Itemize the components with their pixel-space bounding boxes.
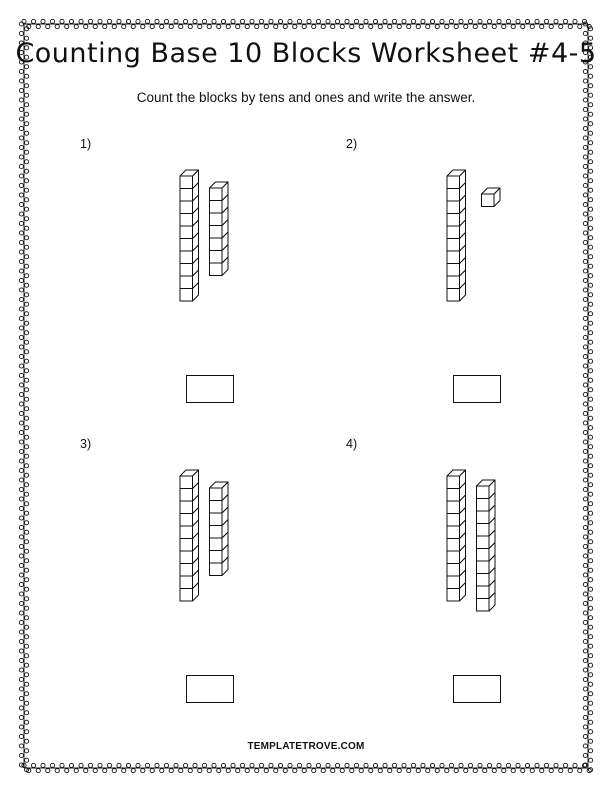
rod-2-cube-4-front: [477, 561, 490, 574]
problem-3-number: 3): [80, 437, 92, 451]
tens-rod: [477, 480, 496, 611]
rod-2-cube-7-front: [477, 524, 490, 537]
problem-1-number: 1): [80, 137, 92, 151]
tens-rod: [447, 470, 466, 601]
rod-2-cube-1-front: [477, 599, 490, 612]
rod-1-cube-8-front: [447, 501, 460, 514]
rod-2-cube-9-front: [477, 499, 490, 512]
rod-2-cube-5-front: [477, 549, 490, 562]
problem-4-answer-box[interactable]: [453, 675, 501, 703]
rod-1-cube-10-front: [447, 476, 460, 489]
rod-1-cube-7-front: [447, 514, 460, 527]
problem-4-number: 4): [346, 437, 358, 451]
rod-1-cube-6-front: [447, 526, 460, 539]
rod-1-cube-2-front: [447, 576, 460, 589]
rod-2-cube-10-front: [477, 486, 490, 499]
rod-2-cube-2-front: [477, 586, 490, 599]
instructions-text: Count the blocks by tens and ones and write the answer.: [136, 90, 476, 105]
footer-website: TEMPLATETROVE.COM: [247, 741, 365, 752]
rod-1-cube-3-front: [447, 564, 460, 577]
rod-1-cube-1-front: [447, 589, 460, 602]
problem-2-number: 2): [346, 137, 358, 151]
rod-1-cube-5-front: [447, 539, 460, 552]
rod-2-cube-8-front: [477, 511, 490, 524]
page-title: Counting Base 10 Blocks Worksheet #4-5: [15, 38, 597, 69]
rod-2-cube-3-front: [477, 574, 490, 587]
rod-1-cube-4-front: [447, 551, 460, 564]
rod-2-cube-6-front: [477, 536, 490, 549]
rod-1-cube-9-front: [447, 489, 460, 502]
